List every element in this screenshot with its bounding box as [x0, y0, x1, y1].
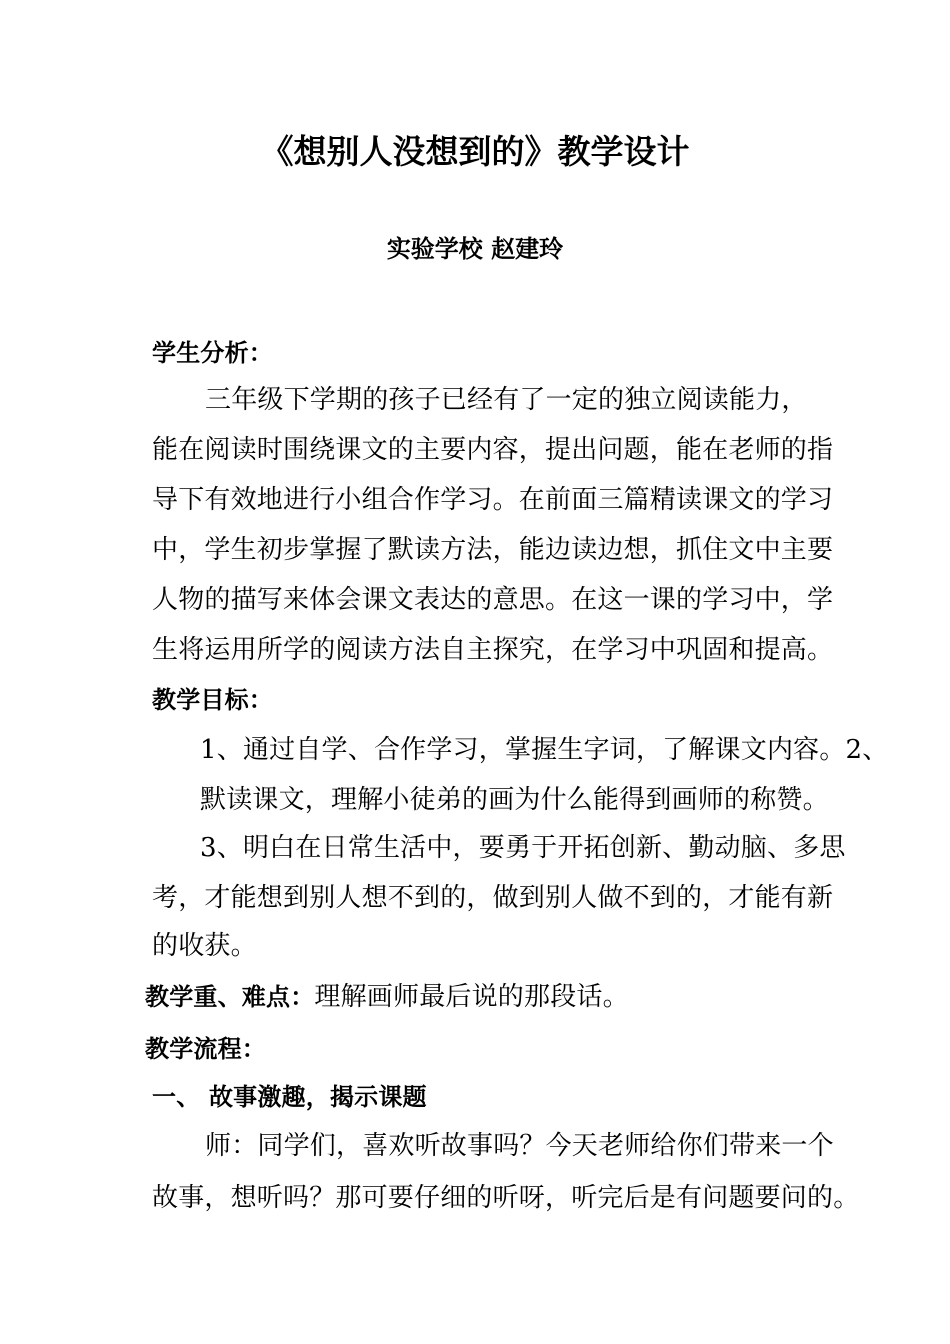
section1-heading: 一、 故事激趣，揭示课题 — [152, 1082, 427, 1111]
student-analysis-heading: 学生分析： — [152, 338, 273, 367]
goals-line: 3、明白在日常生活中，要勇于开拓创新、勤动脑、多思 — [200, 833, 846, 863]
section1-line: 故事，想听吗？那可要仔细的听呀，听完后是有问题要问的。 — [152, 1183, 860, 1213]
document-author: 实验学校 赵建玲 — [386, 234, 564, 263]
goals-heading: 教学目标： — [152, 685, 273, 714]
student-analysis-line: 中，学生初步掌握了默读方法，能边读边想，抓住文中主要 — [152, 535, 834, 565]
goals-line: 1、通过自学、合作学习，掌握生字词，了解课文内容。2、 — [200, 735, 889, 765]
student-analysis-line: 生将运用所学的阅读方法自主探究，在学习中巩固和提高。 — [152, 635, 834, 665]
student-analysis-line: 三年级下学期的孩子已经有了一定的独立阅读能力， — [205, 385, 808, 415]
process-heading: 教学流程： — [145, 1034, 266, 1063]
student-analysis-line: 能在阅读时围绕课文的主要内容，提出问题，能在老师的指 — [152, 435, 834, 465]
goals-line: 默读课文，理解小徒弟的画为什么能得到画师的称赞。 — [200, 785, 829, 815]
goals-line: 考，才能想到别人想不到的，做到别人做不到的，才能有新 — [152, 883, 834, 913]
goals-line: 的收获。 — [152, 931, 257, 961]
student-analysis-line: 导下有效地进行小组合作学习。在前面三篇精读课文的学习 — [152, 485, 834, 515]
key-points-text: 理解画师最后说的那段话。 — [314, 982, 629, 1012]
key-points-heading: 教学重、难点： — [145, 982, 315, 1011]
document-title: 《想别人没想到的》教学设计 — [260, 132, 690, 171]
section1-line: 师：同学们，喜欢听故事吗？今天老师给你们带来一个 — [205, 1131, 834, 1161]
student-analysis-line: 人物的描写来体会课文表达的意思。在这一课的学习中，学 — [152, 585, 834, 615]
key-points-row — [145, 981, 629, 1013]
